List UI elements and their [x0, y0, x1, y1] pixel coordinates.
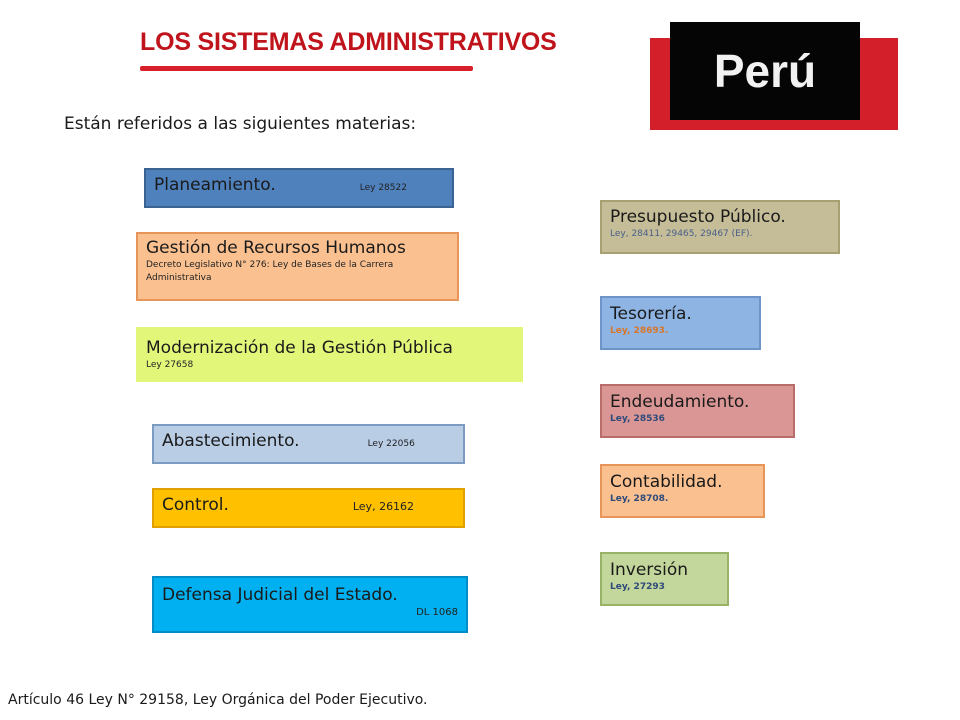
box-abastecimiento-law: Ley 22056 — [367, 439, 415, 449]
box-abastecimiento — [152, 424, 465, 464]
box-endeudamiento — [600, 384, 795, 438]
box-inversion-law: Ley, 27293 — [610, 582, 665, 592]
box-contabilidad-law: Ley, 28708. — [610, 494, 669, 504]
box-endeudamiento-law: Ley, 28536 — [610, 414, 665, 424]
box-gestion-recursos-humanos — [136, 232, 459, 301]
page-title: LOS SISTEMAS ADMINISTRATIVOS — [140, 28, 557, 56]
peru-logo-text: Perú — [713, 45, 817, 97]
footer-citation: Artículo 46 Ley N° 29158, Ley Orgánica del Poder Ejecutivo. — [8, 692, 428, 708]
box-rrhh-law: Decreto Legislativo N° 276: Ley de Bases de la Carrera Administrativa — [146, 260, 394, 283]
box-modernizacion-name: Modernización de la Gestión Pública — [146, 338, 453, 358]
box-planeamiento-name: Planeamiento. — [154, 175, 276, 195]
box-tesoreria-law: Ley, 28693. — [610, 326, 669, 336]
box-planeamiento-law: Ley 28522 — [359, 183, 407, 193]
box-inversion — [600, 552, 729, 606]
box-defensa-judicial — [152, 576, 468, 633]
title-underline — [140, 66, 473, 71]
box-presupuesto-publico — [600, 200, 840, 254]
box-control — [152, 488, 465, 528]
box-modernizacion — [136, 327, 523, 382]
box-tesoreria-name: Tesorería. — [610, 304, 692, 324]
box-control-name: Control. — [162, 495, 229, 515]
peru-logo — [670, 22, 860, 120]
intro-text: Están referidos a las siguientes materias: — [64, 114, 417, 134]
box-inversion-name: Inversión — [610, 560, 689, 580]
box-modernizacion-law: Ley 27658 — [146, 360, 194, 370]
box-contabilidad — [600, 464, 765, 518]
box-control-law: Ley, 26162 — [352, 500, 415, 513]
box-presupuesto-name: Presupuesto Público. — [610, 207, 786, 227]
box-tesoreria — [600, 296, 761, 350]
box-abastecimiento-name: Abastecimiento. — [162, 431, 300, 451]
box-defensa-name: Defensa Judicial del Estado. — [162, 585, 398, 605]
box-presupuesto-law: Ley, 28411, 29465, 29467 (EF). — [610, 229, 753, 239]
box-contabilidad-name: Contabilidad. — [610, 472, 723, 492]
box-endeudamiento-name: Endeudamiento. — [610, 392, 750, 412]
box-defensa-law: DL 1068 — [416, 607, 458, 618]
box-rrhh-name: Gestión de Recursos Humanos — [146, 238, 406, 258]
box-planeamiento — [144, 168, 454, 208]
